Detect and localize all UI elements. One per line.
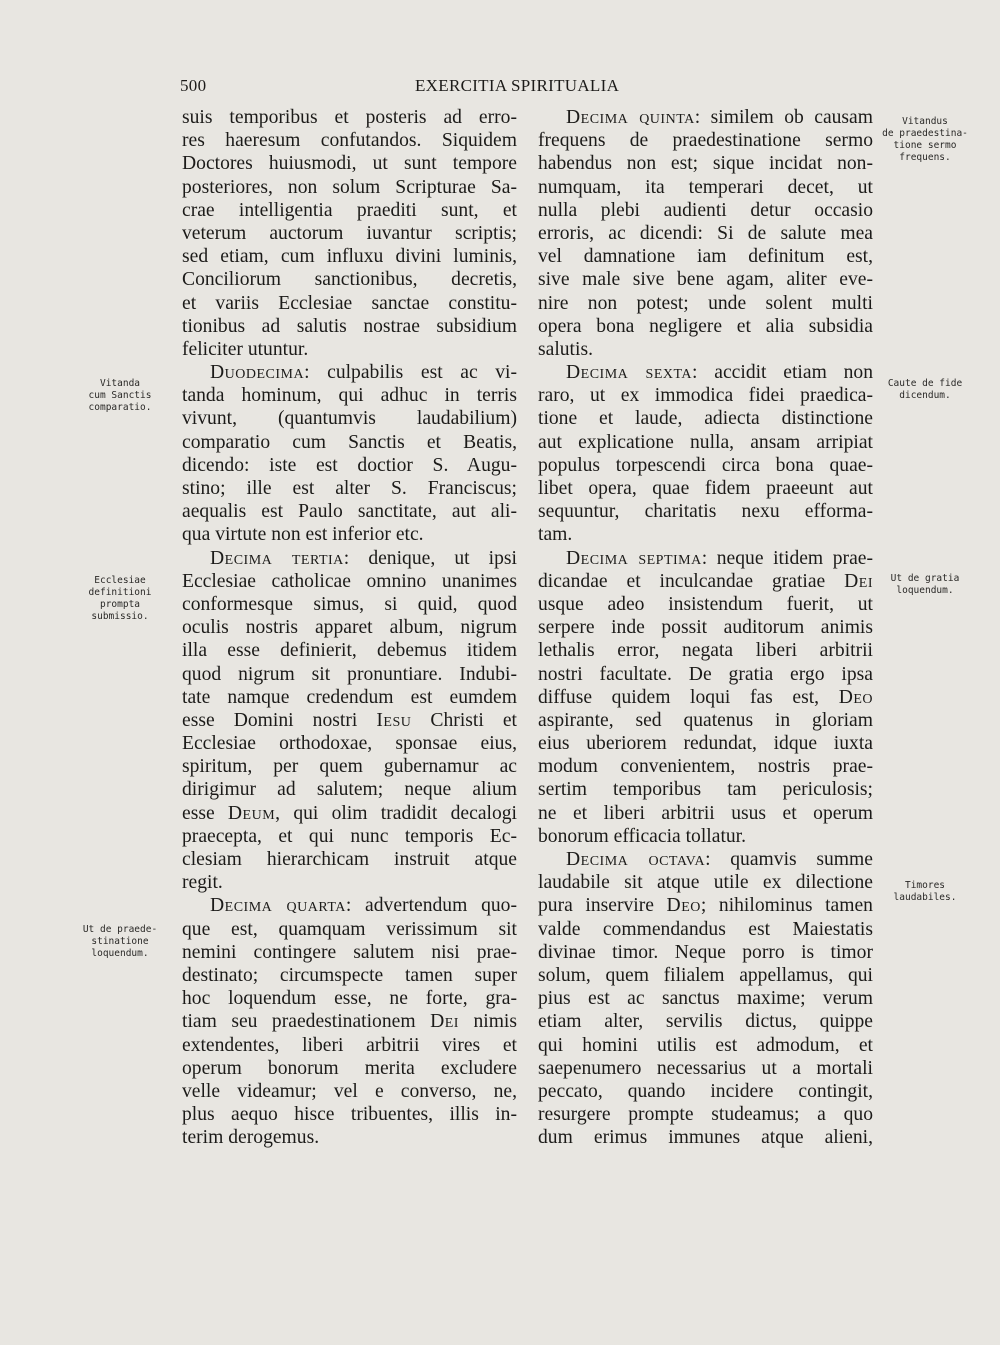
line-text: vivunt, (quantumvis laudabilium)	[182, 408, 517, 430]
line-text: oculis nostris apparet album, nigrum	[182, 617, 517, 639]
line-text: : denique, ut ipsi	[343, 547, 517, 569]
margin-note-right-3	[880, 573, 970, 597]
line-text: frequens de praedestinatione sermo	[538, 130, 873, 152]
margin-note-line: stinatione	[91, 936, 149, 947]
text-line	[538, 338, 873, 361]
line-text: aspirante, sed quatenus in gloriam	[538, 709, 873, 731]
line-text: dicandae et inculcandae gratiae	[538, 570, 845, 592]
line-text: destinato; circumspecte tamen super	[182, 964, 517, 986]
small-caps-word: Deum	[227, 802, 276, 824]
line-text: sive male sive bene agam, aliter eve-	[538, 269, 873, 291]
line-text: regit.	[182, 872, 223, 894]
line-text: pius est ac sanctus maxime; verum	[538, 988, 873, 1010]
line-text: : advertendum quo-	[345, 895, 517, 917]
text-line	[538, 894, 873, 917]
running-title: EXERCITIA SPIRITUALIA	[415, 76, 620, 95]
text-line	[538, 176, 873, 199]
line-text: tanda hominum, qui adhuc in terris	[182, 385, 517, 407]
line-text: tam.	[538, 524, 573, 546]
margin-note-line: definitioni	[88, 587, 152, 598]
text-line	[182, 268, 517, 291]
line-text: aequalis est Paulo sanctitate, aut ali-	[182, 501, 517, 523]
text-line	[538, 1126, 873, 1149]
text-line	[182, 941, 517, 964]
left-text-column	[182, 106, 517, 1149]
text-line	[538, 384, 873, 407]
text-line	[538, 593, 873, 616]
text-line	[182, 593, 517, 616]
line-text: dicendo: iste est doctior S. Augu-	[182, 454, 517, 476]
line-text: posteriores, non solum Scripturae Sa-	[182, 176, 517, 198]
text-line	[182, 570, 517, 593]
line-text: sed etiam, cum influxu divini luminis,	[182, 246, 517, 268]
text-line	[538, 570, 873, 593]
line-text: vel damnatione iam definitum est,	[538, 246, 873, 268]
line-text: erroris, ac dicendi: Si de salute mea	[538, 222, 873, 244]
line-text: etiam alter, servilis dictus, quippe	[538, 1011, 873, 1033]
margin-note-right-2	[880, 378, 970, 402]
margin-note-right-4	[880, 880, 970, 904]
line-text: habendus non est; sique incidat non-	[538, 153, 873, 175]
text-line	[182, 1080, 517, 1103]
text-line	[538, 802, 873, 825]
line-text: praecepta, et qui nunc temporis Ec-	[182, 825, 517, 847]
text-line	[182, 245, 517, 268]
text-line	[182, 987, 517, 1010]
page-number: 500	[180, 76, 207, 95]
section-heading: Decima sexta	[566, 362, 693, 384]
line-text: suis temporibus et posteris ad erro-	[182, 107, 517, 128]
line-text: clesiam hierarchicam instruit atque	[182, 849, 517, 870]
text-line	[538, 407, 873, 430]
line-text: dum erimus immunes atque alieni,	[538, 1127, 873, 1149]
line-text: : quamvis summe	[705, 849, 873, 870]
line-text: esse	[182, 802, 228, 824]
line-text: opera bona negligere et alia subsidia	[538, 315, 873, 337]
line-text: ; nihilominus tamen	[700, 895, 873, 917]
text-line	[182, 523, 517, 546]
right-text-column	[538, 106, 873, 1149]
margin-note-line: Ecclesiae	[94, 575, 146, 586]
text-line	[182, 732, 517, 755]
line-text: dirigimur ad salutem; neque alium	[182, 779, 517, 801]
line-text: diffuse quidem loqui fas est,	[538, 686, 839, 708]
line-text: saepenumero necessarius ut a mortali	[538, 1057, 873, 1079]
line-text: operum bonorum merita excludere	[182, 1057, 517, 1079]
margin-note-line: de praedestina-	[882, 128, 968, 139]
margin-note-line: Ut de praede-	[82, 924, 158, 935]
line-text: salutis.	[538, 338, 593, 360]
text-line	[182, 361, 517, 384]
margin-note-line: tione sermo	[893, 140, 957, 151]
margin-note-line: prompta	[99, 599, 141, 610]
small-caps-word: Dei	[844, 570, 873, 592]
margin-note-line: dicendum.	[899, 390, 951, 401]
margin-note-line: comparatio.	[88, 402, 152, 413]
line-text: plus aequo hisce tribuentes, illis in-	[182, 1104, 517, 1126]
text-line	[182, 686, 517, 709]
text-line	[538, 755, 873, 778]
line-text: comparatio cum Sanctis et Beatis,	[182, 431, 517, 453]
line-text: crae intelligentia praediti sunt, et	[182, 199, 517, 221]
line-text: ne et liberi arbitrii usus et operum	[538, 802, 873, 824]
margin-note-line: Ut de gratia	[890, 573, 960, 584]
line-text: lethalis error, negata liberi arbitrii	[538, 640, 873, 662]
margin-note-left-1	[75, 378, 165, 414]
line-text: : accidit etiam non	[692, 362, 873, 384]
text-line	[182, 802, 517, 825]
text-line	[538, 268, 873, 291]
text-line	[538, 222, 873, 245]
text-line	[182, 407, 517, 430]
text-line	[538, 778, 873, 801]
text-line	[538, 1103, 873, 1126]
line-text: populus torpescendi circa bona quae-	[538, 454, 873, 476]
line-text: : similem ob causam	[694, 107, 873, 128]
text-line	[538, 1034, 873, 1057]
section-heading: Decima octava	[566, 849, 706, 870]
text-line	[538, 686, 873, 709]
text-line	[182, 454, 517, 477]
line-text: nulla plebi audienti detur occasio	[538, 199, 873, 221]
text-line	[538, 106, 873, 129]
section-heading: Decima quinta	[566, 107, 695, 128]
text-line	[538, 152, 873, 175]
text-line	[538, 987, 873, 1010]
line-text: res haeresum confutandos. Siquidem	[182, 130, 517, 152]
text-line	[182, 199, 517, 222]
line-text: tionibus ad salutis nostrae subsidium	[182, 315, 517, 337]
line-text: , qui olim tradidit decalogi	[275, 802, 517, 824]
margin-note-line: frequens.	[899, 152, 951, 163]
section-heading: Decima tertia	[210, 547, 344, 569]
text-line	[538, 477, 873, 500]
line-text: nimis	[458, 1011, 517, 1033]
text-line	[538, 1010, 873, 1033]
line-text: usque adeo insistendum fuerit, ut	[538, 593, 873, 615]
line-text: hoc loquendum esse, ne forte, gra-	[182, 988, 517, 1010]
text-line	[182, 616, 517, 639]
text-line	[538, 639, 873, 662]
line-text: solum, quem filialem appellamus, qui	[538, 964, 873, 986]
text-line	[182, 384, 517, 407]
line-text: peccato, quando incidere contingit,	[538, 1080, 873, 1102]
line-text: aut explicatione nulla, ansam arripiat	[538, 431, 873, 453]
margin-note-line: Vitanda	[99, 378, 141, 389]
text-line	[182, 431, 517, 454]
section-heading: Decima quarta	[210, 895, 346, 917]
text-line	[182, 639, 517, 662]
small-caps-word: Dei	[430, 1011, 459, 1033]
line-text: illa esse definierit, debemus itidem	[182, 640, 517, 662]
text-line	[538, 523, 873, 546]
line-text: nire non potest; unde solent multi	[538, 292, 873, 314]
text-line	[182, 338, 517, 361]
line-text: raro, ut ex immodica fidei praedica-	[538, 385, 873, 407]
text-line	[182, 106, 517, 129]
line-text: valde commendandus est Maiestatis	[538, 918, 873, 940]
line-text: : neque itidem prae-	[701, 547, 873, 569]
line-text: tiam seu praedestinationem	[182, 1011, 431, 1033]
section-heading: Duodecima	[210, 362, 305, 384]
text-line	[538, 245, 873, 268]
margin-note-line: cum Sanctis	[88, 390, 152, 401]
text-line	[182, 1103, 517, 1126]
text-line	[538, 315, 873, 338]
margin-note-line: Caute de fide	[887, 378, 963, 389]
text-line	[182, 709, 517, 732]
line-text: tione et laude, adiecta distinctione	[538, 408, 873, 430]
section-heading: Decima septima	[566, 547, 702, 569]
text-line	[538, 709, 873, 732]
text-line	[538, 825, 873, 848]
text-line	[538, 1057, 873, 1080]
text-line	[538, 431, 873, 454]
line-text: : culpabilis est ac vi-	[304, 362, 517, 384]
line-text: qui homini utilis est admodum, et	[538, 1034, 873, 1056]
text-line	[182, 964, 517, 987]
text-line	[182, 825, 517, 848]
text-line	[182, 1057, 517, 1080]
line-text: nostri facultate. De gratia ergo ipsa	[538, 663, 873, 685]
line-text: veterum auctorum iuvantur scriptis;	[182, 222, 517, 244]
text-line	[538, 454, 873, 477]
line-text: que est, quamquam verissimum sit	[182, 918, 517, 940]
small-caps-word: Deo	[838, 686, 873, 708]
text-line	[182, 547, 517, 570]
line-text: esse Domini nostri	[182, 709, 377, 731]
line-text: extendentes, liberi arbitrii vires et	[182, 1034, 517, 1056]
text-line	[182, 315, 517, 338]
text-line	[182, 129, 517, 152]
text-line	[182, 1126, 517, 1149]
line-text: qua virtute non est inferior etc.	[182, 524, 424, 546]
text-line	[538, 871, 873, 894]
line-text: divinae timor. Neque porro is timor	[538, 941, 873, 963]
line-text: numquam, ita temperari decet, ut	[538, 176, 873, 198]
text-line	[538, 361, 873, 384]
text-line	[538, 616, 873, 639]
text-line	[538, 848, 873, 871]
text-line	[182, 848, 517, 871]
text-line	[182, 222, 517, 245]
text-line	[182, 918, 517, 941]
margin-note-left-3	[75, 924, 165, 960]
line-text: Ecclesiae orthodoxae, sponsae eius,	[182, 733, 517, 755]
text-line	[538, 199, 873, 222]
line-text: quod nigrum sit pronuntiare. Indubi-	[182, 663, 517, 685]
line-text: Christi et	[411, 709, 517, 731]
line-text: pura inservire	[538, 895, 667, 917]
text-line	[182, 1010, 517, 1033]
line-text: modum convenientem, nostris prae-	[538, 756, 873, 778]
text-line	[538, 129, 873, 152]
text-line	[182, 755, 517, 778]
text-line	[182, 894, 517, 917]
text-line	[182, 500, 517, 523]
line-text: laudabile sit atque utile ex dilectione	[538, 872, 873, 894]
text-line	[182, 1034, 517, 1057]
line-text: stino; ille est alter S. Franciscus;	[182, 478, 517, 499]
line-text: sertim temporibus tam periculosis;	[538, 779, 873, 801]
line-text: feliciter utuntur.	[182, 338, 309, 360]
line-text: conformesque simus, si quid, quod	[182, 593, 517, 615]
line-text: libet opera, quae fidem praeeunt aut	[538, 478, 873, 499]
text-line	[538, 941, 873, 964]
line-text: spiritum, per quem gubernamur ac	[182, 756, 517, 778]
text-line	[538, 732, 873, 755]
margin-note-line: Timores	[904, 880, 946, 891]
margin-note-right-1	[880, 116, 970, 164]
page-header	[180, 76, 865, 102]
line-text: nemini contingere salutem nisi prae-	[182, 941, 517, 963]
line-text: serpere inde possit auditorum animis	[538, 617, 873, 639]
text-line	[182, 176, 517, 199]
line-text: terim derogemus.	[182, 1127, 320, 1149]
margin-note-line: laudabiles.	[893, 892, 957, 903]
small-caps-word: Iesu	[376, 709, 412, 731]
margin-note-line: loquendum.	[896, 585, 954, 596]
text-line	[538, 964, 873, 987]
line-text: eius uberiorem redundat, idque iuxta	[538, 733, 873, 755]
text-line	[538, 500, 873, 523]
text-line	[182, 477, 517, 500]
margin-note-line: Vitandus	[902, 116, 948, 127]
text-line	[182, 152, 517, 175]
line-text: Ecclesiae catholicae omnino unanimes	[182, 570, 517, 592]
margin-note-line: submissio.	[91, 611, 149, 622]
margin-note-line: loquendum.	[91, 948, 149, 959]
text-line	[538, 292, 873, 315]
line-text: resurgere prompte studeamus; a quo	[538, 1104, 873, 1126]
line-text: velle videamur; vel e converso, ne,	[182, 1080, 517, 1102]
line-text: Conciliorum sanctionibus, decretis,	[182, 269, 517, 291]
line-text: sequuntur, charitatis nexu efforma-	[538, 501, 873, 523]
line-text: tate namque credendum est eumdem	[182, 686, 517, 708]
small-caps-word: Deo	[666, 895, 701, 917]
text-line	[182, 778, 517, 801]
text-line	[538, 547, 873, 570]
margin-note-left-2	[75, 575, 165, 623]
line-text: et variis Ecclesiae sanctae constitu-	[182, 292, 517, 314]
text-line	[538, 918, 873, 941]
text-line	[182, 871, 517, 894]
line-text: bonorum efficacia tollatur.	[538, 825, 747, 847]
line-text: Doctores huiusmodi, ut sunt tempore	[182, 153, 517, 175]
text-line	[182, 663, 517, 686]
text-line	[538, 1080, 873, 1103]
text-line	[182, 292, 517, 315]
text-line	[538, 663, 873, 686]
